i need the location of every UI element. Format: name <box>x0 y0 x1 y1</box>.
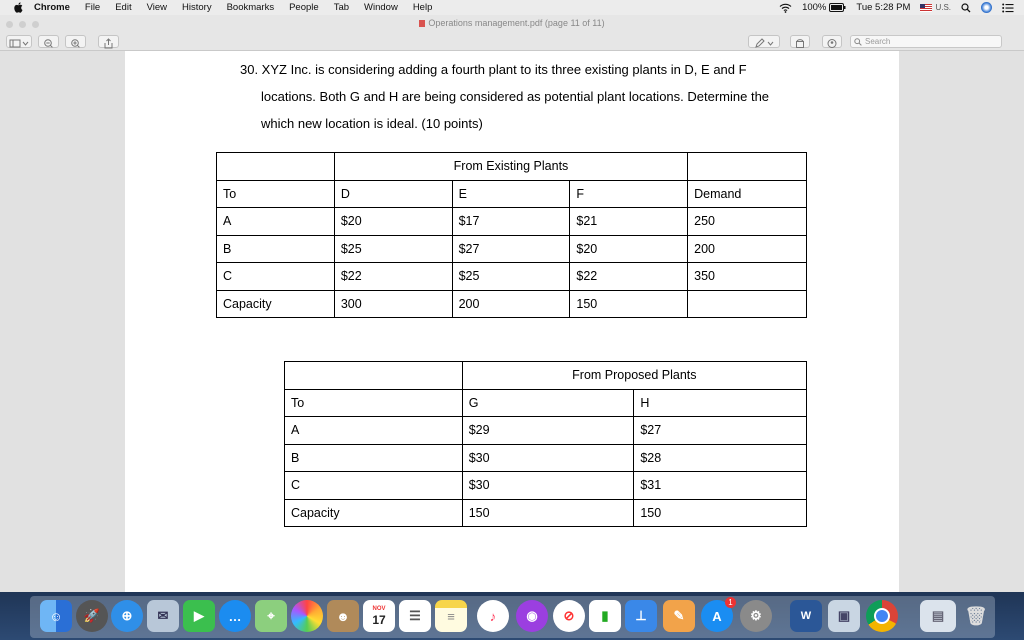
mail-icon[interactable]: ✉ <box>147 600 179 632</box>
table-row <box>217 290 807 318</box>
music-icon[interactable]: ♪ <box>477 600 509 632</box>
pdf-file-icon <box>419 20 425 27</box>
sidebar-toggle-button[interactable] <box>6 35 32 48</box>
header-cell: To <box>217 180 335 208</box>
menu-help[interactable]: Help <box>412 2 433 13</box>
search-field[interactable] <box>850 35 1002 48</box>
pages-icon[interactable]: ✎ <box>663 600 695 632</box>
clock[interactable]: Tue 5:28 PM <box>856 2 911 13</box>
sidebar-icon <box>7 38 31 49</box>
system-preferences-icon[interactable]: ⚙ <box>740 600 772 632</box>
menu-view[interactable]: View <box>146 2 168 13</box>
contacts-icon[interactable]: ☻ <box>327 600 359 632</box>
word-icon[interactable] <box>790 600 822 632</box>
table-cell: 350 <box>688 263 807 291</box>
question-line-2: locations. Both G and H are being considered as potential plant locations. Determine the <box>261 89 770 104</box>
menu-people[interactable]: People <box>289 2 319 13</box>
input-source[interactable]: U.S. <box>935 3 951 12</box>
calendar-month: NOV <box>372 605 386 612</box>
menu-edit[interactable]: Edit <box>115 2 132 13</box>
rotate-icon <box>791 38 809 49</box>
menu-tab[interactable]: Tab <box>333 2 350 13</box>
menu-file[interactable]: File <box>84 2 101 13</box>
app-store-icon[interactable]: A <box>701 600 733 632</box>
us-flag-icon[interactable] <box>920 4 932 12</box>
zoom-out-icon <box>39 38 58 49</box>
window-title-bar <box>0 15 1024 34</box>
apple-icon[interactable] <box>14 2 24 13</box>
menu-bookmarks[interactable]: Bookmarks <box>226 2 275 13</box>
table-cell: 250 <box>688 208 807 236</box>
table-cell: A <box>217 208 335 236</box>
table-cell: C <box>285 472 463 500</box>
table-row <box>285 472 807 500</box>
siri-icon[interactable] <box>981 2 992 13</box>
markup-button[interactable] <box>748 35 780 48</box>
menu-bar <box>0 0 1024 15</box>
facetime-icon[interactable]: ▶ <box>183 600 215 632</box>
chrome-icon[interactable] <box>866 600 898 632</box>
table-cell: $28 <box>634 444 807 472</box>
table-cell <box>688 290 807 318</box>
table-cell: $27 <box>452 235 570 263</box>
calendar-icon[interactable] <box>363 600 395 632</box>
table-row <box>285 499 807 527</box>
table-cell: $20 <box>334 208 452 236</box>
table-cell: $22 <box>570 263 688 291</box>
finder-icon[interactable]: ☺ <box>40 600 72 632</box>
table-cell: Capacity <box>285 499 463 527</box>
table-cell: $31 <box>634 472 807 500</box>
numbers-icon[interactable]: ▮ <box>589 600 621 632</box>
share-icon <box>99 38 118 49</box>
app-store-badge: 1 <box>725 597 736 608</box>
pen-icon <box>749 38 779 49</box>
table-cell: $27 <box>634 417 807 445</box>
reminders-icon[interactable]: ☰ <box>399 600 431 632</box>
document-scroll-area[interactable] <box>0 51 1024 592</box>
annotate-button[interactable] <box>822 35 842 48</box>
document-title: Operations management.pdf (page 11 of 11) <box>428 18 605 28</box>
share-button[interactable] <box>98 35 119 48</box>
battery-percent: 100% <box>802 2 827 13</box>
messages-icon[interactable]: … <box>219 600 251 632</box>
table-empty-cell <box>688 153 807 181</box>
table-cell: B <box>217 235 335 263</box>
safari-icon[interactable]: ⊕ <box>111 600 143 632</box>
header-cell: H <box>634 389 807 417</box>
table-cell: $30 <box>462 444 634 472</box>
table-cell: $25 <box>334 235 452 263</box>
document-title-row <box>0 18 1024 28</box>
existing-group-header: From Existing Plants <box>334 153 687 181</box>
preview-icon[interactable]: ▣ <box>828 600 860 632</box>
question-line-1: 30. XYZ Inc. is considering adding a fourth plant to its three existing plants in D, E and F <box>240 62 747 77</box>
notification-center-icon[interactable] <box>1002 3 1014 13</box>
pdf-page <box>125 51 899 592</box>
menu-history[interactable]: History <box>182 2 212 13</box>
table-row <box>217 208 807 236</box>
header-cell: E <box>452 180 570 208</box>
menu-window[interactable]: Window <box>364 2 398 13</box>
proposed-plants-table <box>284 361 807 527</box>
spotlight-search-icon[interactable] <box>961 3 971 13</box>
chrome-center-icon <box>874 608 890 624</box>
dock <box>0 592 1024 640</box>
table-row <box>285 444 807 472</box>
question-line-3: which new location is ideal. (10 points) <box>261 116 483 131</box>
news-icon[interactable]: ⊘ <box>553 600 585 632</box>
table-header-row <box>285 389 807 417</box>
proposed-group-header: From Proposed Plants <box>462 362 806 390</box>
header-cell: G <box>462 389 634 417</box>
table-cell: 200 <box>688 235 807 263</box>
table-cell: C <box>217 263 335 291</box>
table-cell: A <box>285 417 463 445</box>
table-cell: B <box>285 444 463 472</box>
zoom-in-icon <box>66 38 85 49</box>
table-header-row <box>217 180 807 208</box>
table-cell: $30 <box>462 472 634 500</box>
calendar-day: 17 <box>372 612 386 627</box>
table-cell: $21 <box>570 208 688 236</box>
toolbar <box>0 34 1024 51</box>
table-corner-cell <box>217 153 335 181</box>
table-cell: $17 <box>452 208 570 236</box>
header-cell: To <box>285 389 463 417</box>
zoom-out-button[interactable] <box>38 35 59 48</box>
table-corner-cell <box>285 362 463 390</box>
table-row <box>285 417 807 445</box>
trash-icon[interactable]: 🗑 <box>964 605 988 626</box>
table-cell: 200 <box>452 290 570 318</box>
battery-icon[interactable] <box>829 3 846 12</box>
table-cell: $22 <box>334 263 452 291</box>
table-cell: Capacity <box>217 290 335 318</box>
person-circle-icon <box>823 38 841 49</box>
notes-icon[interactable]: ≡ <box>435 600 467 632</box>
table-cell: 150 <box>634 499 807 527</box>
table-row <box>217 235 807 263</box>
header-cell: Demand <box>688 180 807 208</box>
table-cell: $20 <box>570 235 688 263</box>
table-cell: 300 <box>334 290 452 318</box>
word-letter: W <box>800 610 812 622</box>
table-cell: $25 <box>452 263 570 291</box>
rotate-button[interactable] <box>790 35 810 48</box>
table-cell: 150 <box>462 499 634 527</box>
existing-plants-table <box>216 152 807 318</box>
wifi-icon[interactable] <box>779 3 792 13</box>
table-cell: $29 <box>462 417 634 445</box>
table-row <box>217 263 807 291</box>
search-placeholder: Search <box>865 37 891 46</box>
header-cell: D <box>334 180 452 208</box>
header-cell: F <box>570 180 688 208</box>
podcasts-icon[interactable]: ◉ <box>516 600 548 632</box>
search-icon <box>854 38 862 46</box>
keynote-icon[interactable]: ⊥ <box>625 600 657 632</box>
photos-icon[interactable] <box>291 600 323 632</box>
downloads-stack-icon[interactable]: ▤ <box>920 600 956 632</box>
maps-icon[interactable]: ⌖ <box>255 600 287 632</box>
zoom-in-button[interactable] <box>65 35 86 48</box>
launchpad-icon[interactable]: 🚀 <box>76 600 108 632</box>
table-cell: 150 <box>570 290 688 318</box>
menu-app-name[interactable]: Chrome <box>34 2 70 13</box>
